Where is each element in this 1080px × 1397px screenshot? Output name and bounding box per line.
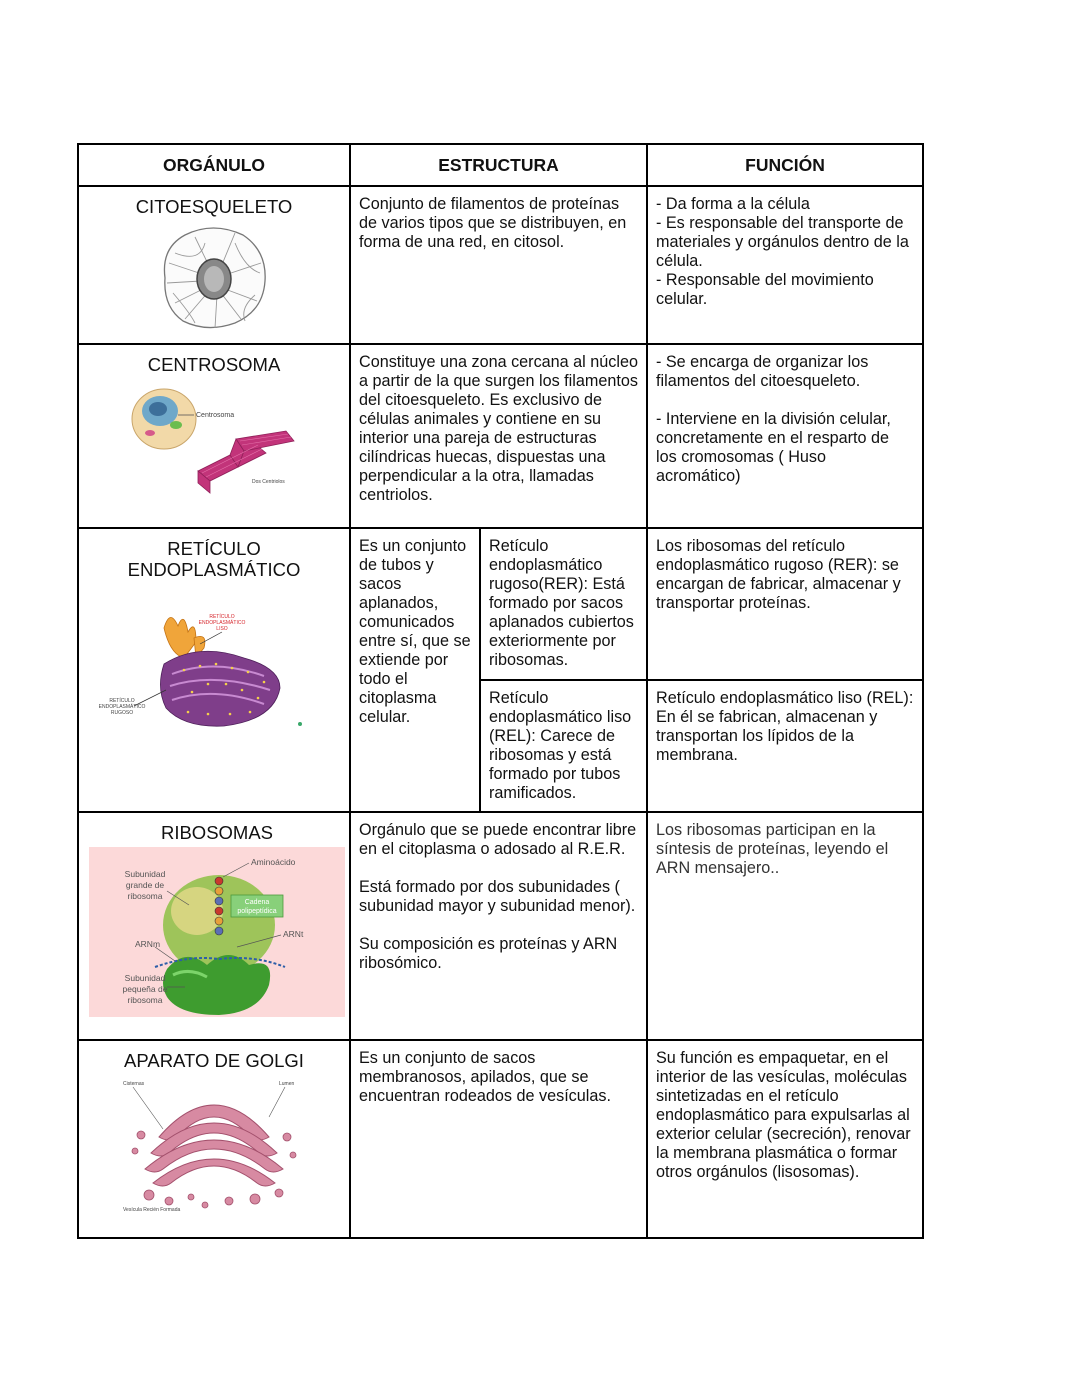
rel-function: Retículo endoplasmático liso (REL): En él se fabrican, almacenan y transportan los lípidos de la membrana.: [647, 680, 923, 812]
centrosome-structure: Constituye una zona cercana al núcleo a partir de la que surgen los filamentos del citoesqueleto. Es exclusivo de células animales y contiene en su interior una pareja de estructuras cilíndricas huecas, dispuestas una perpendicular a la otra, llamadas centriolos.: [350, 344, 647, 528]
rel-structure: Retículo endoplasmático liso (REL): Carece de ribosomas y está formado por tubos ramificados.: [480, 680, 647, 812]
er-rough-label-2: ENDOPLASMÁTICO: [98, 704, 146, 710]
ribosomes-structure: Orgánulo que se puede encontrar libre en el citoplasma o adosado al R.E.R. Está formado por dos subunidades ( subunidad mayor y subunidad menor). Su composición es proteínas y ARN ribosómico.: [350, 812, 647, 1040]
row-er-rough: [78, 528, 923, 680]
organelle-table: [77, 143, 924, 1239]
ribosomes-cell: [78, 812, 350, 1040]
er-illustration: [98, 608, 324, 738]
cytoskeleton-structure: Conjunto de filamentos de proteínas de varios tipos que se distribuyen, en forma de una red, en citosol.: [350, 186, 647, 344]
row-centrosome: [78, 344, 923, 528]
ribosome-large-label-3: ribosoma: [127, 891, 163, 901]
ribosomes-function: Los ribosomas participan en la síntesis de proteínas, leyendo el ARN mensajero..: [647, 812, 923, 1040]
golgi-name: APARATO DE GOLGI: [124, 1050, 304, 1071]
golgi-function: Su función es empaquetar, en el interior de las vesículas, moléculas sintetizadas en el retículo endoplasmático para expulsarlas al exterior celular (secreción), renovar la membrana plasmática o formar otros orgánulos (lisosomas).: [647, 1040, 923, 1238]
er-smooth-label-2: ENDOPLASMÁTICO: [198, 620, 246, 626]
rer-structure: Retículo endoplasmático rugoso(RER): Está formado por sacos aplanados cubiertos exteriormente por ribosomas.: [480, 528, 647, 680]
cytoskeleton-illustration: [155, 223, 273, 333]
er-general-structure: Es un conjunto de tubos y sacos aplanados, comunicados entre sí, que se extiende por todo el citoplasma celular.: [350, 528, 480, 812]
ribosome-small-label-2: pequeña de: [122, 984, 168, 994]
cytoskeleton-name: CITOESQUELETO: [135, 196, 293, 217]
er-rough-label-3: RUGOSO: [110, 710, 134, 716]
centrosome-function: - Se encarga de organizar los filamentos del citoesqueleto. - Interviene en la división celular, concretamente en el resparto de los cromosomas ( Huso acromático): [647, 344, 923, 528]
row-golgi: [78, 1040, 923, 1238]
er-name: RETÍCULO ENDOPLASMÁTICO: [127, 538, 301, 580]
golgi-structure: Es un conjunto de sacos membranosos, apilados, que se encuentran rodeados de vesículas.: [350, 1040, 647, 1238]
ribosome-aminoacid-label: Aminoácido: [251, 857, 296, 867]
golgi-cell: [78, 1040, 350, 1238]
row-ribosomes: [78, 812, 923, 1040]
header-function: FUNCIÓN: [647, 144, 923, 186]
centrosome-label: Centrosoma: [196, 412, 235, 419]
er-rough-label-1: RETÍCULO: [109, 698, 135, 704]
ribosomes-illustration: [89, 847, 345, 1017]
row-cytoskeleton: [78, 186, 923, 344]
ribosome-arnt-label: ARNt: [283, 929, 304, 939]
er-smooth-label-3: LISO: [216, 626, 228, 632]
centrosome-name: CENTROSOMA: [147, 354, 281, 375]
ribosome-large-label-2: grande de: [125, 880, 165, 890]
centrioles-label: Dos Centriolos: [252, 479, 285, 485]
ribosomes-name: RIBOSOMAS: [160, 822, 274, 843]
header-structure: ESTRUCTURA: [350, 144, 647, 186]
cytoskeleton-cell: [78, 186, 350, 344]
centrosome-cell: [78, 344, 350, 528]
centrosome-illustration: [126, 381, 302, 501]
ribosome-chain-label-2: polipeptídica: [237, 908, 277, 915]
er-smooth-label-1: RETÍCULO: [209, 614, 235, 620]
cytoskeleton-function: - Da forma a la célula - Es responsable del transporte de materiales y orgánulos dentro de la célula. - Responsable del movimiento celular.: [647, 186, 923, 344]
golgi-cisternae-label: Cisternas: [123, 1081, 145, 1087]
header-row: [78, 144, 923, 186]
golgi-vesicle-label: Vesícula Recién Formada: [123, 1207, 181, 1213]
ribosome-small-label-3: ribosoma: [127, 995, 163, 1005]
ribosome-arnm-label: ARNm: [135, 939, 161, 949]
golgi-illustration: [119, 1077, 309, 1213]
ribosome-small-label-1: Subunidad: [124, 973, 166, 983]
er-cell: [78, 528, 350, 812]
rer-function: Los ribosomas del retículo endoplasmático rugoso (RER): se encargan de fabricar, almacenar y transportar proteínas.: [647, 528, 923, 680]
ribosome-large-label-1: Subunidad: [124, 869, 166, 879]
golgi-lumen-label: Lumen: [279, 1081, 295, 1087]
header-organelle: ORGÁNULO: [78, 144, 350, 186]
ribosome-chain-label-1: Cadena: [244, 899, 270, 906]
